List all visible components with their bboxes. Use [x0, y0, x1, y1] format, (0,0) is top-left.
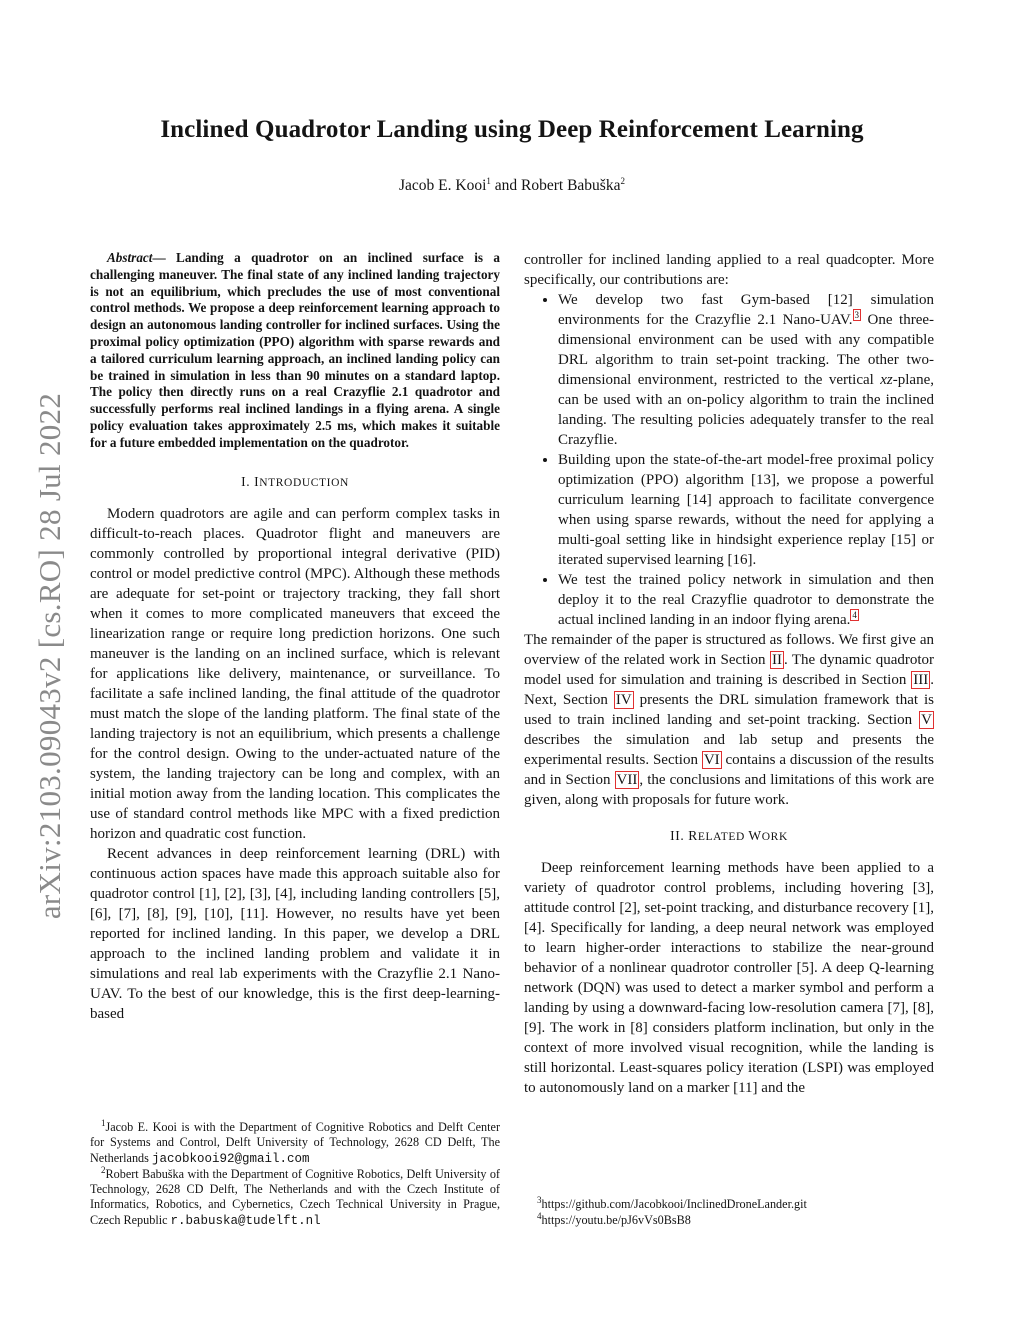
- paragraph-text: . The dynamic quadrotor model used for simulation and training is described in Section: [524, 652, 935, 688]
- intro-paragraph-continued: controller for inclined landing applied to a real quadcopter. More specifically, our contributions are:: [524, 252, 934, 288]
- math-symbol: xz: [880, 372, 893, 388]
- paragraph-text: describes the simulation and lab setup and presents the experimental results. Section: [524, 732, 934, 768]
- arxiv-identifier: arXiv:2103.09043v2 [cs.RO] 28 Jul 2022: [32, 392, 67, 920]
- right-column: [524, 250, 934, 1098]
- paragraph-text: contains a discussion of the results and in Section: [524, 752, 934, 788]
- list-item-text: We test the trained policy network in simulation and then deploy it to the real Crazyflie quadrotor to demonstrate the actual inclined landing in an indoor flying arena.: [558, 572, 934, 628]
- section-number: II.: [670, 828, 689, 843]
- footnote-mark: 3: [537, 1194, 542, 1205]
- affiliation-footnotes: [90, 1117, 500, 1229]
- video-url-link[interactable]: https://youtu.be/pJ6vVs0BsB8: [541, 1213, 691, 1227]
- author-name: Robert Babuška: [521, 177, 621, 194]
- footnote-mark: 2: [101, 1164, 106, 1175]
- left-column: [90, 250, 500, 1024]
- section-link[interactable]: II: [771, 652, 782, 668]
- author-email-link[interactable]: jacobkooi92@gmail.com: [151, 1151, 310, 1166]
- paragraph-text: The remainder of the paper is structured as follows. We first give an overview of the related work in Section: [524, 632, 934, 668]
- github-url-link[interactable]: https://github.com/Jacobkooi/InclinedDroneLander.git: [541, 1197, 807, 1211]
- section-title-initial: I: [254, 473, 260, 489]
- author-joiner: and: [490, 177, 522, 194]
- section-link[interactable]: III: [913, 672, 929, 688]
- footnote-link[interactable]: 4: [852, 610, 857, 620]
- section-number: I.: [241, 473, 255, 489]
- related-work-paragraph: Deep reinforcement learning methods have been applied to a variety of quadrotor control problems, including hovering [3], attitude control [2], set-point tracking, and disturbance recovery [1], [4]. Specifically for landing, a deep neural network was employed to learn higher-order interactions to stabilize the near-ground behavior of a nonlinear quadrotor controller [5]. A deep Q-learning network (DQN) was used to detect a marker symbol and perform a landing by using a downward-facing low-resolution camera [7], [8], [9]. The work in [8] considers platform inclination, but only in the context of more involved visual recognition, while the landing is still horizontal. Least-squares policy iteration (LSPI) was employed to autonomously land on a marker [11] and the: [524, 860, 934, 1096]
- list-item: [558, 290, 934, 450]
- section-link[interactable]: IV: [615, 692, 632, 708]
- intro-paragraph: Modern quadrotors are agile and can perform complex tasks in difficult-to-reach places. Quadrotor flight and maneuvers are commonly controlled by proportional integral derivative (PID) control or model predictive control (MPC). Although these methods are adequate for set-point or trajectory tracking, they fall short when it comes to more complicated maneuvers that exceed the linearization range or require long prediction horizons. One such maneuver is the landing on an inclined surface, which is relevant for applications like delivery, maintenance, or surveillance. To facilitate a safe inclined landing, the final attitude of the quadrotor must match the slope of the landing platform. The final state of the landing trajectory is not an equilibrium, which presents a challenge for the control design. Owing to the under-actuated nature of the system, the landing trajectory can be long and complex, with an initial motion away from the landing location. This complicates the use of standard control methods like MPC with a fixed prediction horizon and quadratic cost function.: [90, 505, 500, 842]
- footnote: [90, 1164, 500, 1229]
- paragraph-text: . Next, Section: [524, 672, 934, 708]
- section-title-initial: W: [748, 828, 762, 843]
- paragraph-text: , the conclusions and limitations of this work are given, along with proposals for future work.: [524, 772, 934, 808]
- list-item: • Building upon the state-of-the-art model-free proximal policy optimization (PPO) algorithm [13], we propose a powerful curriculum learning [14] approach to facilitate convergence when using sparse rewards, without the need for applying a multi-goal setting like in hindsight experience replay [15] or iterated supervised learning [16].: [558, 450, 934, 570]
- affiliation-mark: 2: [620, 175, 625, 186]
- list-item-text: We develop two fast Gym-based [12] simulation environments for the Crazyflie 2.1 Nano-UAV.: [558, 292, 934, 328]
- author-line: [0, 177, 1024, 195]
- link-footnotes: [537, 1196, 917, 1228]
- arxiv-sidebar: [33, 366, 67, 946]
- abstract-text: Landing a quadrotor on an inclined surface is a challenging maneuver. The final state of any inclined landing trajectory is not an equilibrium, which precludes the use of most conventional control methods. We propose a deep reinforcement learning approach to design an autonomous landing controller for inclined surfaces. Using the proximal policy optimization (PPO) algorithm with sparse rewards and a tailored curriculum learning approach, an inclined landing policy can be trained in simulation in less than 90 minutes on a standard laptop. The policy then directly runs on a real Crazyflie 2.1 quadrotor and successfully performs real inclined landings in a flying arena. A single policy evaluation takes approximately 2.5 ms, which makes it suitable for a future embedded implementation on the quadrotor.: [90, 250, 500, 450]
- abstract-dash: —: [152, 250, 166, 265]
- section-link[interactable]: VII: [616, 772, 638, 788]
- section-title-rest: ELATED: [697, 831, 749, 843]
- list-item-text: One three-dimensional environment can be used with any compatible DRL algorithm to train set-point tracking. The other two-dimensional environment, restricted to the vertical: [558, 312, 935, 388]
- intro-paragraph: Recent advances in deep reinforcement learning (DRL) with continuous action spaces have made this approach suitable also for quadrotor control [1], [2], [3], [4], including landing controllers [5], [6], [7], [8], [9], [10], [11]. However, no results have yet been reported for inclined landing. In this paper, we develop a DRL approach to the inclined landing problem and validate it in simulations and real lab experiments with the Crazyflie 2.1 Nano-UAV. To the best of our knowledge, this is the first deep-learning-based: [90, 845, 500, 1022]
- section-title-rest: NTRODUCTION: [259, 476, 349, 489]
- section-heading-introduction: [90, 474, 500, 490]
- author-email-link[interactable]: r.babuska@tudelft.nl: [170, 1213, 321, 1228]
- section-heading-related-work: [524, 828, 934, 844]
- footnote: [537, 1196, 917, 1212]
- section-link[interactable]: VI: [703, 752, 720, 768]
- footnote-link[interactable]: 3: [854, 310, 859, 320]
- section-title-rest: ORK: [761, 831, 788, 843]
- list-item-text: -plane, can be used with an on-policy algorithm to train the inclined landing. The resulting policies adequately transfer to the real Crazyflie.: [558, 372, 934, 448]
- footnote-mark: 1: [101, 1117, 106, 1128]
- section-link[interactable]: V: [921, 712, 932, 728]
- list-item: [558, 570, 934, 630]
- footnote: [537, 1212, 917, 1228]
- footnote-text: Robert Babuška with the Department of Cognitive Robotics, Delft University of Technology, 2628 CD Delft, The Netherlands and with the Czech Institute of Informatics, Robotics, and Cybernetics, Czech Technical University in Prague, Czech Republic: [90, 1166, 500, 1227]
- abstract-label: Abstract: [107, 250, 153, 265]
- section-title-initial: R: [688, 828, 698, 843]
- footnote-mark: 4: [537, 1210, 542, 1221]
- abstract: [90, 250, 500, 452]
- affiliation-mark: 1: [486, 175, 491, 186]
- paper-structure-paragraph: [524, 630, 934, 810]
- footnote: [90, 1117, 500, 1167]
- footnote-text: Jacob E. Kooi is with the Department of Cognitive Robotics and Delft Center for Systems and Control, Delft University of Technology, 2628 CD Delft, The Netherlands: [90, 1120, 500, 1165]
- paper-title: Inclined Quadrotor Landing using Deep Reinforcement Learning: [160, 116, 864, 143]
- author-name: Jacob E. Kooi: [399, 177, 487, 194]
- paragraph-text: presents the DRL simulation framework that is used to train inclined landing and set-point tracking. Section: [524, 692, 934, 728]
- contributions-list: [524, 290, 934, 630]
